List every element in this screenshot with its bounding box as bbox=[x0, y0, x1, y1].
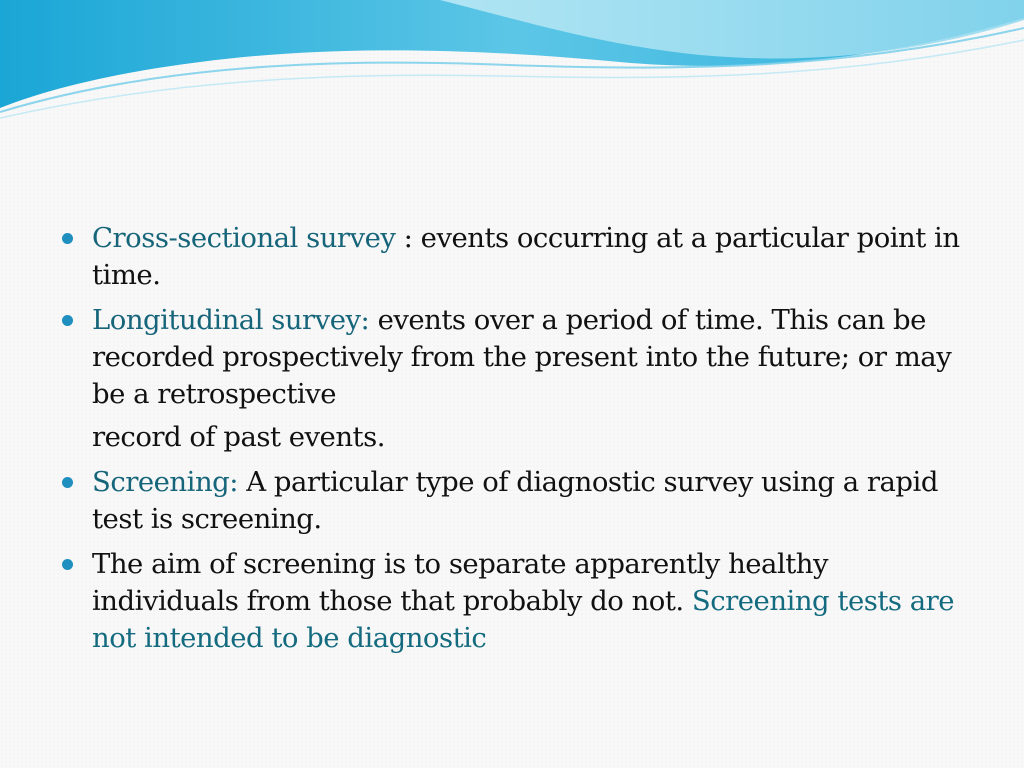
definition-cross-sectional: : events occurring at a particular point in time. bbox=[92, 222, 960, 291]
bullet-screening bbox=[62, 464, 962, 538]
term-cross-sectional: Cross-sectional survey bbox=[92, 222, 396, 254]
term-longitudinal: Longitudinal survey: bbox=[92, 304, 370, 336]
aim-highlight: Screening tests are not intended to be diagnostic bbox=[92, 585, 955, 654]
term-screening: Screening: bbox=[92, 466, 239, 498]
continuation-line: record of past events. bbox=[92, 421, 385, 453]
bullet-aim-of-screening bbox=[62, 546, 962, 657]
definition-longitudinal: events over a period of time. This can be recorded prospectively from the present into the future; or may be a retrospective bbox=[92, 304, 952, 410]
bullet-longitudinal bbox=[62, 302, 962, 413]
bullet-cross-sectional bbox=[62, 220, 962, 294]
aim-text: The aim of screening is to separate apparently healthy individuals from those that probably do not. bbox=[92, 548, 829, 617]
definition-screening: A particular type of diagnostic survey using a rapid test is screening. bbox=[92, 466, 938, 535]
header-wave-decoration bbox=[0, 0, 1024, 130]
bullet-list bbox=[62, 220, 962, 665]
